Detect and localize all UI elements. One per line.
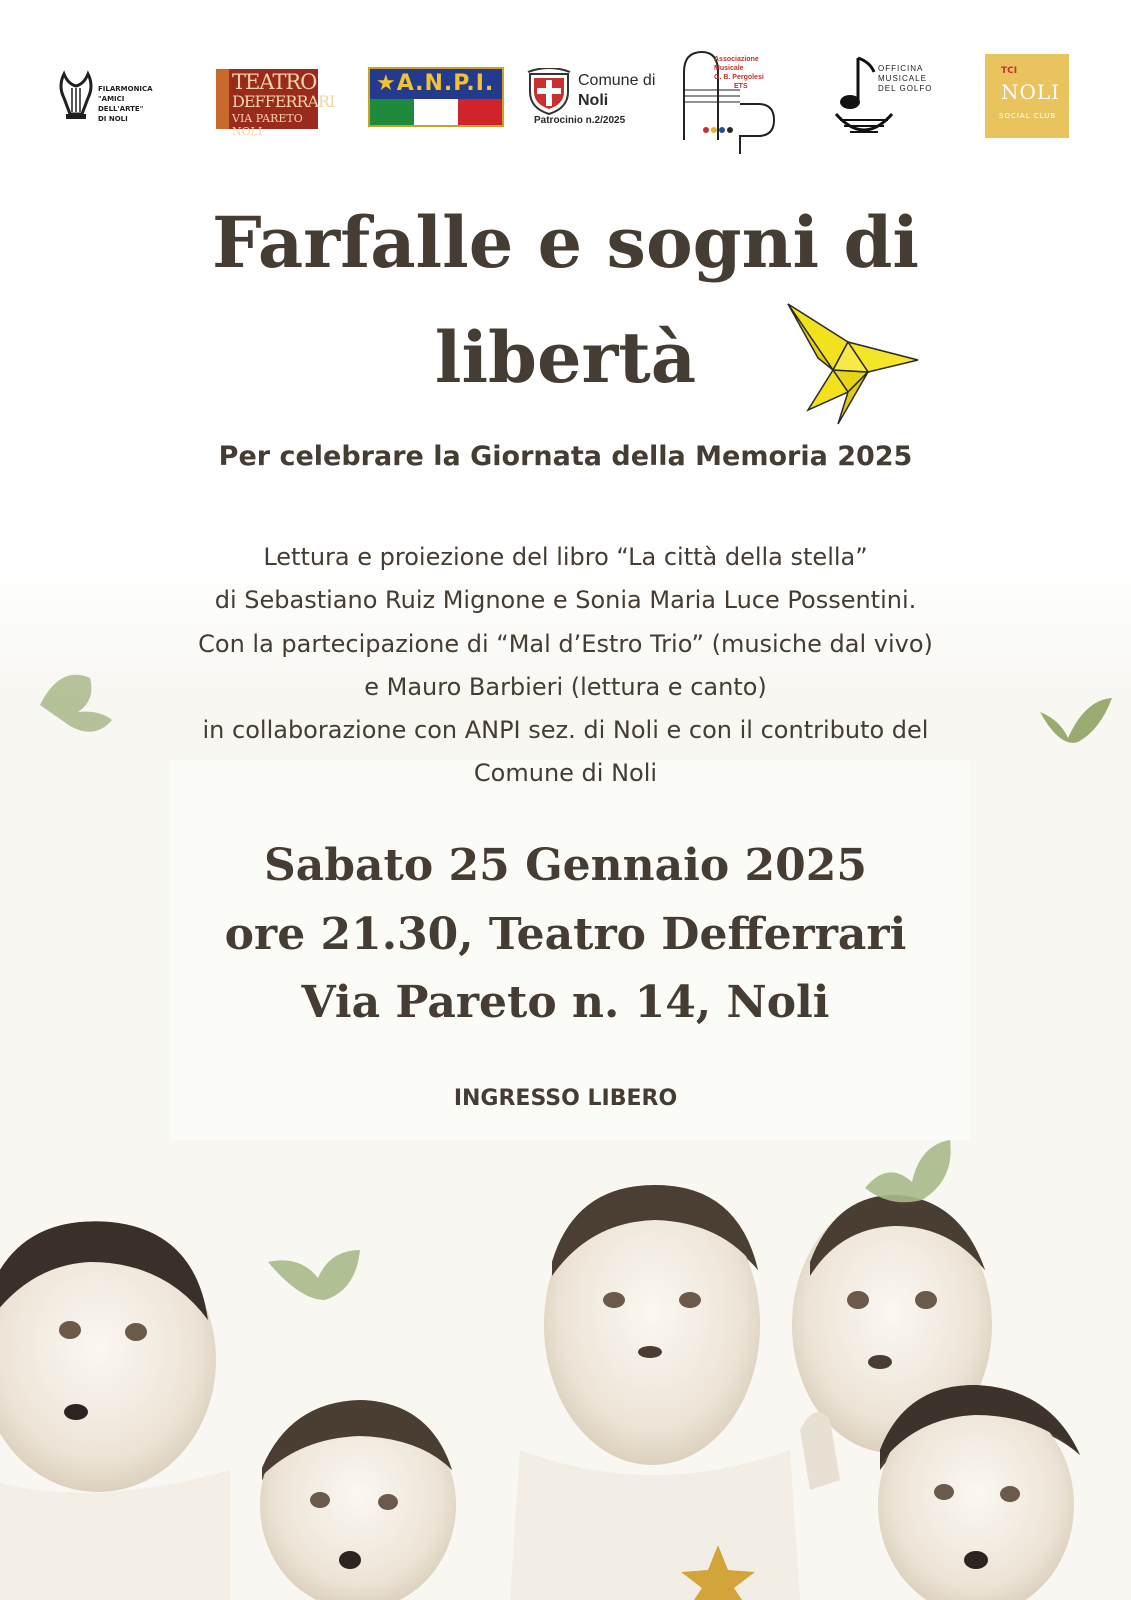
- noli-club-sub: SOCIAL CLUB: [999, 112, 1057, 120]
- pergolesi-line1: Associazione: [714, 56, 759, 63]
- patrocinio-label: Patrocinio n.2/2025: [534, 115, 626, 126]
- comune-name: Noli: [578, 92, 609, 109]
- noli-club-tag: TCI: [1001, 66, 1018, 76]
- comune-label: Comune di: [578, 72, 656, 89]
- child-figure: [260, 1400, 456, 1600]
- event-date: Sabato 25 Gennaio 2025: [263, 840, 867, 891]
- filarmonica-place: DI NOLI: [98, 115, 128, 123]
- comune-crest-icon: [524, 68, 574, 116]
- description-line: in collaborazione con ANPI sez. di Noli e con il contributo del: [202, 716, 929, 745]
- event-time-place: ore 21.30, Teatro Defferrari: [224, 908, 907, 960]
- pergolesi-line2: Musicale: [714, 65, 744, 72]
- pergolesi-line4: ETS: [734, 83, 748, 90]
- filarmonica-name: FILARMONICA: [98, 85, 153, 93]
- teatro-logo-line1: TEATRO: [232, 70, 317, 94]
- description-line: e Mauro Barbieri (lettura e canto): [364, 672, 767, 701]
- filarmonica-logo: [56, 68, 166, 128]
- teatro-defferrari-logo: [216, 69, 335, 138]
- noli-club-name: NOLI: [1001, 80, 1061, 104]
- officina-line1: OFFICINA: [878, 64, 924, 73]
- description-line: Con la partecipazione di “Mal d’Estro Trio” (musiche dal vivo): [198, 629, 933, 658]
- pergolesi-line3: G. B. Pergolesi: [714, 74, 764, 81]
- free-entry-label: INGRESSO LIBERO: [453, 1086, 678, 1111]
- officina-line3: DEL GOLFO: [878, 84, 933, 93]
- officina-musicale-logo: [834, 54, 934, 142]
- poster-subtitle: Per celebrare la Giornata della Memoria 2025: [218, 441, 913, 472]
- lyre-icon: [56, 68, 96, 122]
- pergolesi-logo: [680, 50, 780, 154]
- description-line: di Sebastiano Ruiz Mignone e Sonia Maria Luce Possentini.: [214, 586, 917, 615]
- anpi-label: ★A.N.P.I.: [376, 71, 495, 96]
- anpi-logo: [368, 67, 504, 127]
- officina-line2: MUSICALE: [878, 74, 927, 83]
- event-details: [0, 832, 1131, 1038]
- teatro-logo-line2: DEFFERRARI: [232, 92, 335, 111]
- poster-title-line1: Farfalle e sogni di: [211, 201, 919, 284]
- filarmonica-subname: "AMICI DELL'ARTE": [98, 95, 144, 113]
- description-line: Lettura e proiezione del libro “La città della stella”: [263, 543, 868, 571]
- description-line: Comune di Noli: [473, 759, 658, 788]
- comune-di-noli-logo: [522, 66, 662, 130]
- teatro-logo-line3: VIA PARETO NOLI: [232, 112, 303, 138]
- event-address: Via Pareto n. 14, Noli: [301, 977, 830, 1028]
- sponsor-logos: [0, 0, 1131, 160]
- poster-title-line2: libertà: [434, 316, 697, 399]
- origami-butterfly-icon: [778, 300, 928, 430]
- noli-social-club-logo: [985, 54, 1069, 138]
- event-description: [0, 536, 1131, 796]
- child-figure: [0, 1221, 230, 1600]
